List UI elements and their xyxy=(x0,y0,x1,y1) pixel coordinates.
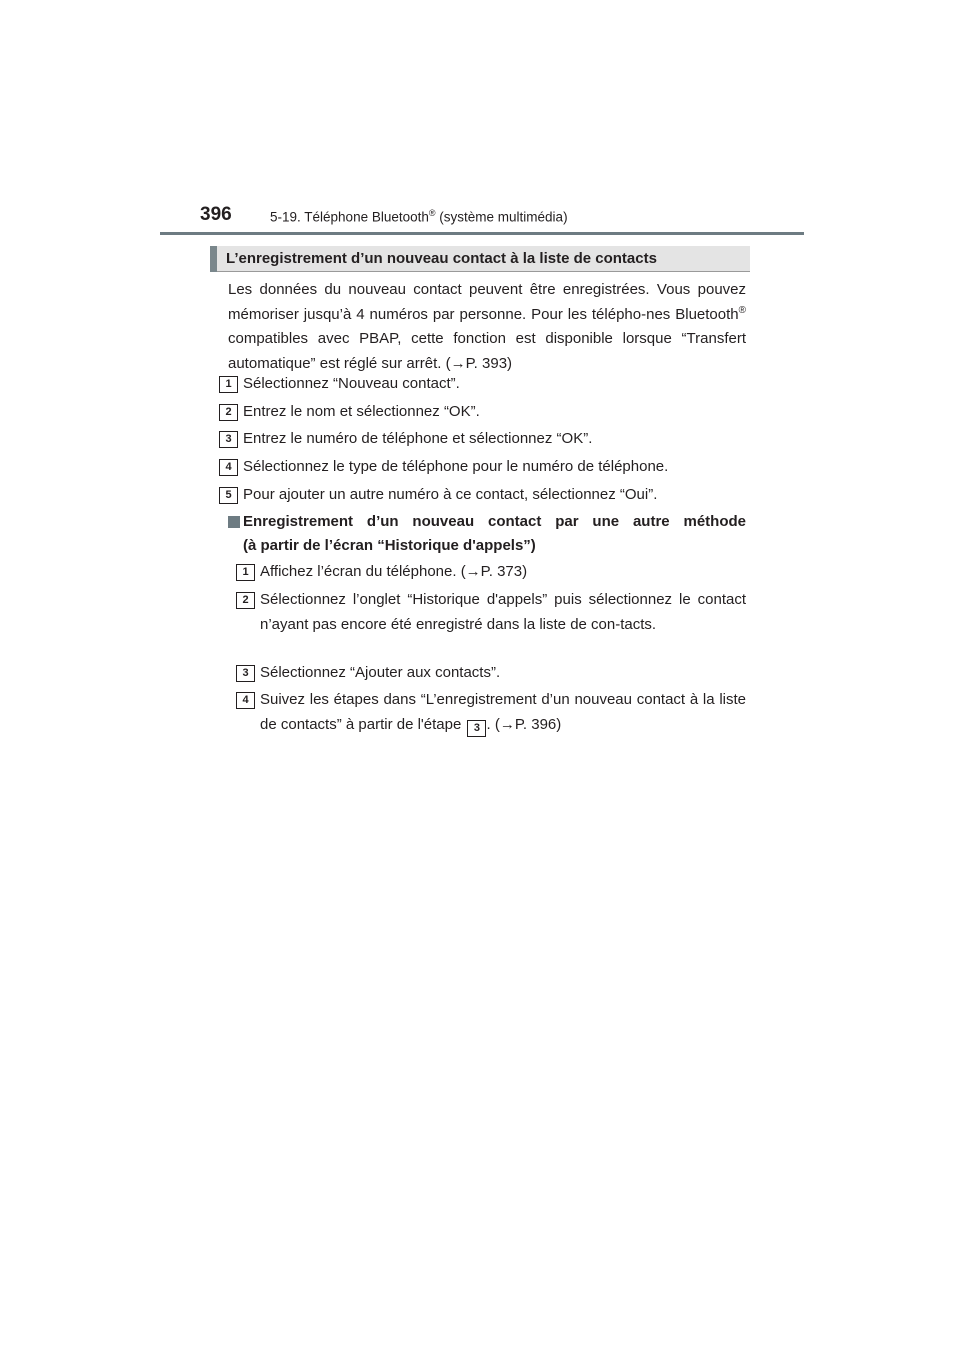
substep-badge-3: 3 xyxy=(236,665,255,682)
section-title-accent xyxy=(210,246,217,272)
step-badge-4: 4 xyxy=(219,459,238,476)
step-badge-3: 3 xyxy=(219,431,238,448)
header-rule xyxy=(160,232,804,235)
section-title-bar xyxy=(210,246,750,272)
step-text-4: Sélectionnez le type de téléphone pour le numéro de téléphone. xyxy=(243,458,669,475)
subsection-title-line1: Enregistrement d’un nouveau contact par une autre méthode xyxy=(243,513,746,530)
step-text-5: Pour ajouter un autre numéro à ce contact, sélectionnez “Oui”. xyxy=(243,486,658,503)
substep-badge-2: 2 xyxy=(236,592,255,609)
intro-paragraph: Les données du nouveau contact peuvent être enregistrées. Vous pouvez mémoriser jusqu’à 4 numéros par personne. Pour les télépho-nes Bluetooth® compatibles avec PBAP, cette fonction est disponible lorsque “Transfert automatique” est réglé sur arrêt. (→P. 393) xyxy=(228,281,746,372)
step-ref-badge: 3 xyxy=(467,720,486,737)
square-bullet-icon xyxy=(228,516,240,528)
page-header xyxy=(160,200,804,236)
step-text-3: Entrez le numéro de téléphone et sélectionnez “OK”. xyxy=(243,430,593,447)
step-badge-1: 1 xyxy=(219,376,238,393)
step-text-2: Entrez le nom et sélectionnez “OK”. xyxy=(243,403,480,420)
substep-text-1: Affichez l’écran du téléphone. (→P. 373) xyxy=(260,563,528,580)
substep-text-4: Suivez les étapes dans “L’enregistrement d’un nouveau contact à la liste de contacts” à partir de l'étape 3 . (→P. 396) xyxy=(260,688,746,737)
section-title: L’enregistrement d’un nouveau contact à la liste de contacts xyxy=(226,250,657,267)
subsection-title-line2: (à partir de l’écran “Historique d'appels”) xyxy=(243,537,536,554)
step-badge-5: 5 xyxy=(219,487,238,504)
substep-badge-1: 1 xyxy=(236,564,255,581)
chapter-title: 5-19. Téléphone Bluetooth® (système multimédia) xyxy=(270,208,568,225)
page-number: 396 xyxy=(200,204,232,225)
substep-text-3: Sélectionnez “Ajouter aux contacts”. xyxy=(260,664,501,681)
step-badge-2: 2 xyxy=(219,404,238,421)
substep-text-2: Sélectionnez l’onglet “Historique d'appels” puis sélectionnez le contact n’ayant pas encore été enregistré dans la liste de con-tacts. xyxy=(260,591,746,633)
substep-badge-4: 4 xyxy=(236,692,255,709)
step-text-1: Sélectionnez “Nouveau contact”. xyxy=(243,375,460,392)
